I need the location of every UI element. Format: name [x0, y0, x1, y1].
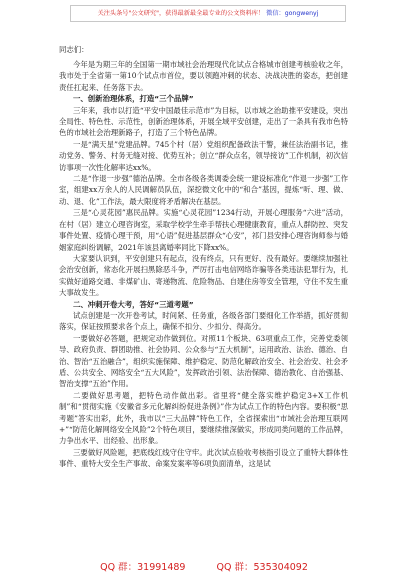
body-paragraph: 二是“作退一步强”德治品牌。全市各级各类调委会统一建设标准化“作退一步强”工作室，组建xx万余人的人民调解员队伍，深挖微文化中的“和合”基因，提炼“听、理、做、动、退、化”工作法，最大限度将矛盾解决在基层。 — [59, 174, 348, 206]
section-heading-1: 一、创新治理体系，打造“三个品牌” — [73, 94, 194, 104]
body-paragraph: 三是“心灵花园”惠民品牌。实施“心灵花园”1234行动，开展心理服务“六进”活动，在村（居）建立心理咨询室，采取学校学生牵手帮扶心理健康教育，重点人群防控、突发事件处置、疫情心理干预，用“心语”促进基层群众“心安”，祁门县安排心理咨询师参与婚姻家庭纠纷调解，2021年该县离婚率同比下降xx%。 — [59, 208, 348, 252]
body-paragraph: 三要做好风险题，把底线红线守住守牢。此次试点验收考核指引设立了重特大群体性事件、重特大安全生产事故、命案发案率等6项负面清单，这是试 — [59, 447, 348, 469]
banner-contact: 微信：gongwenyj — [266, 10, 319, 17]
body-paragraph: 一是“满天星”党建品牌。745个村（居）党组织配备政法干警，兼任法治副书记，推动党务、警务、村务无缝对接、优势互补；创立“群众点名，领导接访”工作机制，初次信访事项一次性化解率达xx%。 — [59, 139, 348, 172]
banner-text: 关注头条号"公文研究"，获得最新最全最专业的公文资料库！ — [97, 10, 265, 17]
body-paragraph: 二要做好思考题，把特色动作做出彩。省里将“健全落实维护稳定3+X工作机制”和“贯彻实施《安徽省多元化解纠纷促进条例》”作为试点工作的特色内容。要积极“思考题”答实出彩，此外，我市以“三大品牌”特色工作，全省探索出“市域社会治理互联网+”“防范化解网络安全风险”2个特色项目，要继续推深做实，形成同类问题的工作品牌，力争出水平、出经验、出形象。 — [59, 390, 348, 446]
body-paragraph: 三年来，我市以打造“平安中国最佳示范市”为目标，以市域之治助推平安建设，突出全局性、特色性、示范性，创新治理体系，开展全域平安创建，走出了一条具有我市色特色的市域社会治理新路子，打造了三个特色品牌。 — [59, 105, 348, 138]
intro-paragraph: 今年是为期三年的全国第一期市域社会治理现代化试点合格城市创建考核验收之年，我市处于全省第一第10个试点市首位，要以领跑冲刺的状态、决战决胜的姿态，把创建责任扛起来、任务落下去。 — [59, 60, 348, 92]
body-paragraph: 大家要认识到，平安创建只有起点，没有终点，只有更好、没有最好。要继续加强社会治安创新，常态化开展扫黑除恶斗争，严厉打击电信网络诈骗等各类违法犯罪行为，扎实做好道路交通、非煤矿山、寄递物流、危险物品、自建住房等安全管理，守住不发生重大事故发生。 — [59, 253, 348, 298]
document-body — [59, 44, 348, 470]
body-paragraph: 试点创建是一次开卷考试，时间紧、任务重，各级各部门要细化工作举措，抓好贯彻落实，保证按照要求各个点上，确保不扣分、少扣分、得高分。 — [59, 310, 348, 332]
body-paragraph: 一要做好必答题，把规定动作做到位。对照11个板块、63项重点工作，完善党委领导、政府负责、群团助推、社会协同、公众参与“五大机制”，运用政治、法治、德治、自治、智治“五治融合”，组织实施保障、维护稳定、防范化解政治安全、社会治安、社会矛盾、公共安全、网络安全“五大风险”，发挥政治引领、法治保障、德治教化、自治强基、智治支撑“五治”作用。 — [59, 333, 348, 389]
salutation: 同志们： — [59, 45, 89, 54]
footer-qq-group-1: QQ 群：31991489 — [100, 562, 186, 573]
header-banner — [70, 5, 346, 22]
section-heading-2: 二、冲刺开卷大考，答好“三道考题” — [73, 299, 194, 309]
footer-qq-group-2: QQ 群：535304092 — [216, 562, 308, 573]
footer-contacts — [0, 559, 408, 573]
